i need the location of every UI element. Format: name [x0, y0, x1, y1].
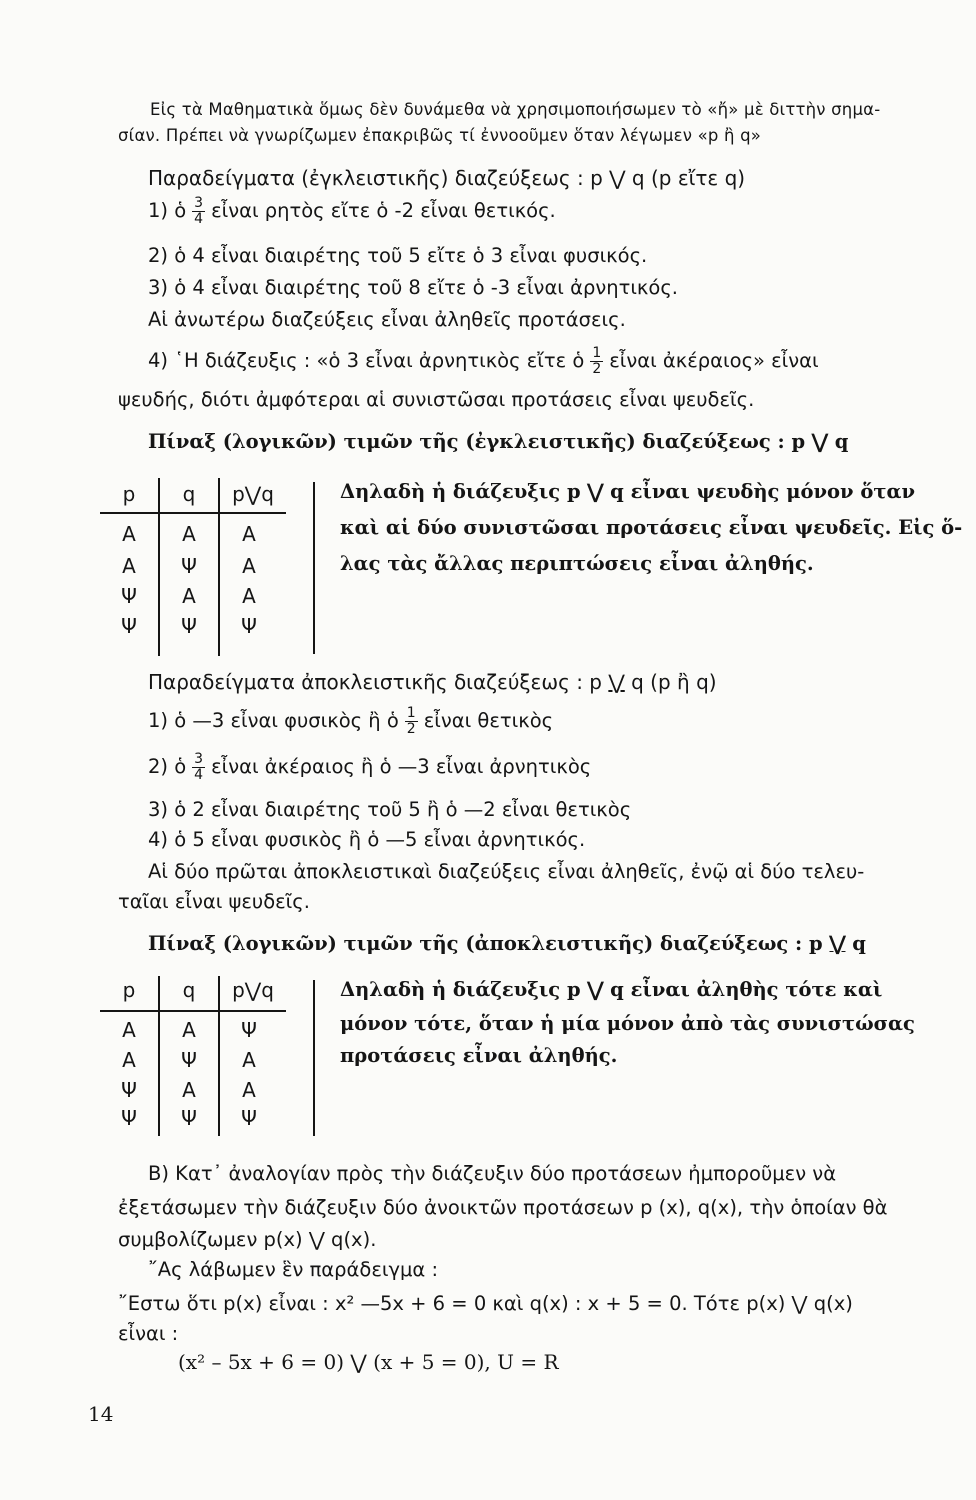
table2-header-pq: p⋁q: [232, 978, 274, 1002]
page-number: 14: [88, 1402, 114, 1426]
table2-cell: Ψ: [241, 1106, 257, 1130]
table1-cell: Α: [122, 522, 136, 546]
table1-cell: Ψ: [121, 584, 137, 608]
table1-note-line-2: καὶ αἱ δύο συνιστῶσαι προτάσεις εἶναι ψευδεῖς. Εἰς ὅ-: [340, 516, 963, 539]
table2-divider: [313, 980, 315, 1136]
table2-cell: Α: [182, 1018, 196, 1042]
intro-line-1: Εἰς τὰ Μαθηματικὰ ὅμως δὲν δυνάμεθα νὰ χρησιμοποιήσωμεν τὸ «ἤ» μὲ διττὴν σημα-: [150, 100, 881, 119]
table2-header-p: p: [122, 978, 136, 1002]
table1-header-p: p: [122, 482, 136, 506]
inclusive-true-note: Αἱ ἀνωτέρω διαζεύξεις εἶναι ἀληθεῖς προτάσεις.: [148, 308, 626, 331]
table1-cell: Ψ: [241, 614, 257, 638]
table2-cell: Α: [122, 1018, 136, 1042]
exclusive-example-4: 4) ὁ 5 εἶναι φυσικὸς ἢ ὁ —5 εἶναι ἀρνητικός.: [148, 828, 586, 851]
section-b-line-6: εἶναι :: [118, 1322, 179, 1345]
section-b-line-5: ῎Εστω ὅτι p(x) εἶναι : x² —5x + 6 = 0 καὶ q(x) : x + 5 = 0. Τότε p(x) ⋁ q(x): [118, 1292, 853, 1315]
inclusive-heading: Παραδείγματα (ἐγκλειστικῆς) διαζεύξεως : p ⋁ q (p εἴτε q): [148, 166, 746, 190]
truth-table-inclusive: [100, 478, 310, 658]
table1-cell: Α: [242, 522, 256, 546]
inclusive-example-4-cont: ψευδής, διότι ἀμφότεραι αἱ συνιστῶσαι προτάσεις εἶναι ψευδεῖς.: [118, 388, 755, 411]
exclusive-example-2: 2) ὁ $\frac{3}{4}$ εἶναι ἀκέραιος ἢ ὁ —3 εἶναι ἀρνητικὸς: [148, 751, 592, 783]
inclusive-example-3: 3) ὁ 4 εἶναι διαιρέτης τοῦ 8 εἴτε ὁ -3 εἶναι ἀρνητικός.: [148, 276, 678, 299]
table2-cell: Α: [182, 1078, 196, 1102]
section-b-formula: (x² – 5x + 6 = 0) ⋁ (x + 5 = 0), U = R: [178, 1350, 559, 1374]
section-b-line-4: ῎Ας λάβωμεν ἓν παράδειγμα :: [148, 1258, 439, 1281]
exclusive-heading: Παραδείγματα ἀποκλειστικῆς διαζεύξεως : p ⋁ q (p ἢ q): [148, 670, 717, 694]
table1-divider: [313, 482, 315, 654]
table1-cell: Α: [242, 554, 256, 578]
table1-cell: Α: [182, 522, 196, 546]
table1-header-q: q: [182, 482, 196, 506]
table2-note-line-2: μόνον τότε, ὅταν ἡ μία μόνον ἀπὸ τὰς συνιστώσας: [340, 1012, 915, 1035]
table1-header-pq: p⋁q: [232, 482, 274, 506]
fraction-3-4: $\frac{3}{4}$: [194, 751, 204, 783]
table2-cell: Ψ: [241, 1018, 257, 1042]
inclusive-example-1: 1) ὁ $\frac{3}{4}$ εἶναι ρητὸς εἴτε ὁ -2 εἶναι θετικός.: [148, 195, 556, 227]
table1-cell: Α: [182, 584, 196, 608]
exclusive-example-1: 1) ὁ —3 εἶναι φυσικὸς ἢ ὁ $\frac{1}{2}$ εἶναι θετικὸς: [148, 705, 554, 737]
table1-title: Πίναξ (λογικῶν) τιμῶν τῆς (ἐγκλειστικῆς) διαζεύξεως : p ⋁ q: [148, 430, 849, 453]
table2-cell: Ψ: [181, 1048, 197, 1072]
fraction-1-2: $\frac{1}{2}$: [406, 705, 416, 737]
fraction-1-2: $\frac{1}{2}$: [592, 345, 602, 377]
table2-note-line-3: προτάσεις εἶναι ἀληθής.: [340, 1044, 618, 1067]
table1-cell: Ψ: [121, 614, 137, 638]
table2-title: Πίναξ (λογικῶν) τιμῶν τῆς (ἀποκλειστικῆς) διαζεύξεως : p ⋁ q: [148, 932, 866, 955]
section-b-line-2: ἐξετάσωμεν τὴν διάζευξιν δύο ἀνοικτῶν προτάσεων p (x), q(x), τὴν ὁποίαν θὰ: [118, 1196, 888, 1219]
table1-note-line-3: λας τὰς ἄλλας περιπτώσεις εἶναι ἀληθής.: [340, 552, 814, 575]
table2-cell: Α: [242, 1048, 256, 1072]
section-b-line-1: Β) Κατ᾽ ἀναλογίαν πρὸς τὴν διάζευξιν δύο προτάσεων ἠμποροῦμεν νὰ: [148, 1162, 837, 1185]
table1-cell: Α: [242, 584, 256, 608]
fraction-3-4: $\frac{3}{4}$: [194, 195, 204, 227]
table1-cell: Ψ: [181, 554, 197, 578]
truth-table-exclusive: [100, 976, 310, 1156]
exclusive-note-line-1: Αἱ δύο πρῶται ἀποκλειστικαὶ διαζεύξεις εἶναι ἀληθεῖς, ἐνῷ αἱ δύο τελευ-: [148, 860, 865, 883]
table1-cell: Α: [122, 554, 136, 578]
table2-note-line-1: Δηλαδὴ ἡ διάζευξις p ⋁ q εἶναι ἀληθὴς τότε καὶ: [340, 978, 883, 1001]
table2-header-q: q: [182, 978, 196, 1002]
section-b-line-3: συμβολίζωμεν p(x) ⋁ q(x).: [118, 1228, 377, 1251]
table2-cell: Ψ: [121, 1078, 137, 1102]
table1-cell: Ψ: [181, 614, 197, 638]
intro-line-2: σίαν. Πρέπει νὰ γνωρίζωμεν ἐπακριβῶς τί ἐννοοῦμεν ὅταν λέγωμεν «p ἢ q»: [118, 126, 762, 145]
inclusive-example-4: 4) ῾Η διάζευξις : «ὁ 3 εἶναι ἀρνητικὸς εἴτε ὁ $\frac{1}{2}$ εἶναι ἀκέραιος» εἶναι: [148, 345, 819, 377]
table2-cell: Ψ: [181, 1106, 197, 1130]
table2-cell: Ψ: [121, 1106, 137, 1130]
exclusive-note-line-2: ταῖαι εἶναι ψευδεῖς.: [118, 890, 310, 913]
table2-cell: Α: [122, 1048, 136, 1072]
exclusive-example-3: 3) ὁ 2 εἶναι διαιρέτης τοῦ 5 ἢ ὁ —2 εἶναι θετικὸς: [148, 798, 632, 821]
table1-note-line-1: Δηλαδὴ ἡ διάζευξις p ⋁ q εἶναι ψευδὴς μόνον ὅταν: [340, 480, 916, 503]
table2-cell: Α: [242, 1078, 256, 1102]
inclusive-example-2: 2) ὁ 4 εἶναι διαιρέτης τοῦ 5 εἴτε ὁ 3 εἶναι φυσικός.: [148, 244, 648, 267]
